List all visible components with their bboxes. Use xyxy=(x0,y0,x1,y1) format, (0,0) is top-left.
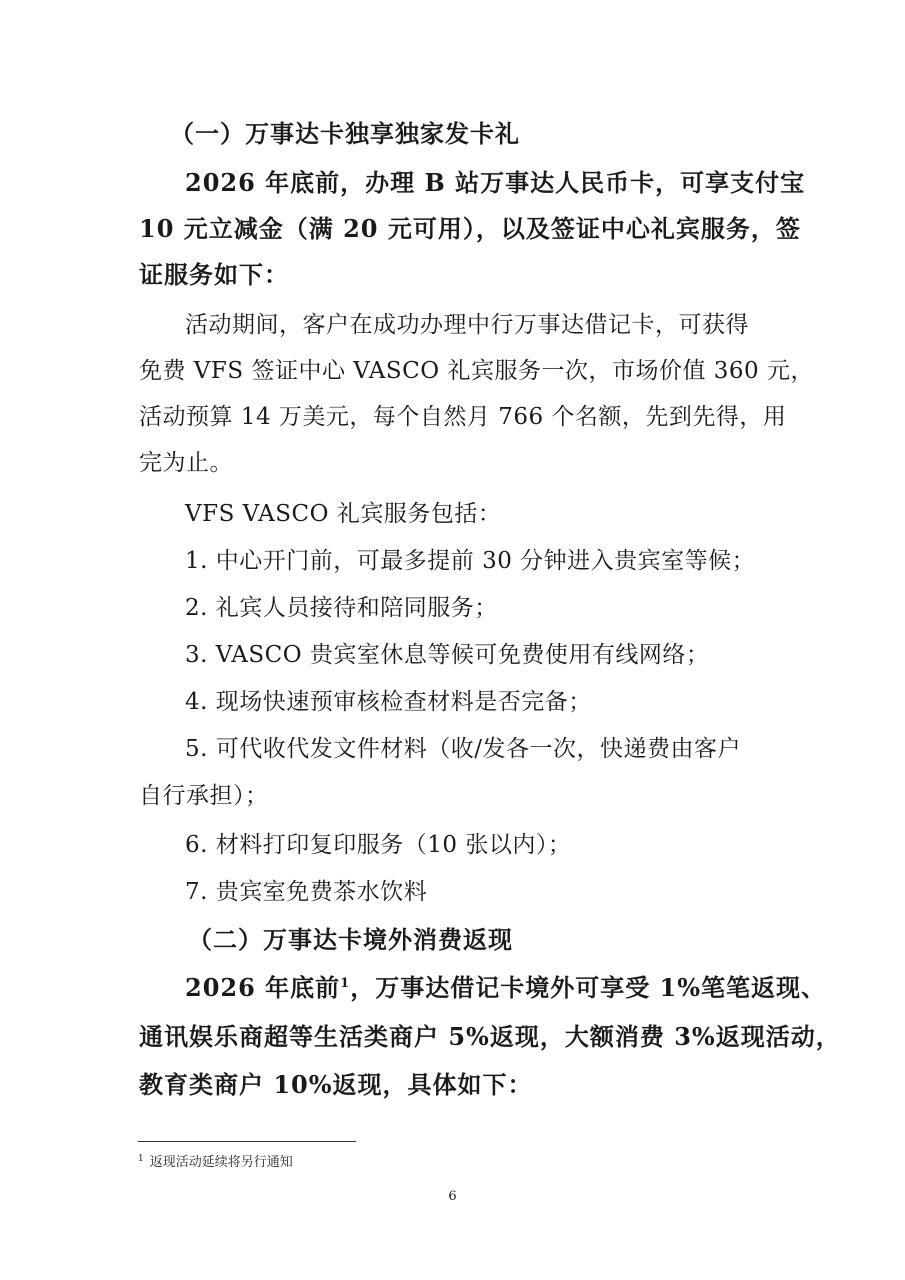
list-item-5: 5. 可代收代发文件材料（收/发各一次，快递费由客户 xyxy=(185,736,742,762)
list-item-5-continued: 自行承担）； xyxy=(139,783,269,809)
footnote-divider xyxy=(138,1141,356,1142)
section2-line-1-end: ，万事达借记卡境外可享受 1%笔笔返现、 xyxy=(350,973,827,1002)
section1-desc-line-2: 免费 VFS 签证中心 VASCO 礼宾服务一次，市场价值 360 元， xyxy=(139,358,814,384)
footnote-reference: 1 xyxy=(340,976,351,991)
section2-line-2: 通讯娱乐商超等生活类商户 5%返现，大额消费 3%返现活动， xyxy=(139,1022,841,1051)
section1-intro-line-3: 证服务如下： xyxy=(139,260,289,289)
list-item-1: 1. 中心开门前，可最多提前 30 分钟进入贵宾室等候； xyxy=(185,548,756,574)
page-number: 6 xyxy=(448,1189,457,1204)
footnote-mark: 1 xyxy=(138,1153,144,1164)
section2-line-3: 教育类商户 10%返现，具体如下： xyxy=(139,1070,533,1099)
list-item-3: 3. VASCO 贵宾室休息等候可免费使用有线网络； xyxy=(185,642,710,668)
list-item-4: 4. 现场快速预审核检查材料是否完备； xyxy=(185,689,592,715)
section1-desc-line-1: 活动期间，客户在成功办理中行万事达借记卡，可获得 xyxy=(185,312,749,338)
section2-line-1-start: 2026 年底前 xyxy=(185,973,341,1002)
list-item-7: 7. 贵宾室免费茶水饮料 xyxy=(185,879,428,905)
section1-desc-line-3: 活动预算 14 万美元，每个自然月 766 个名额，先到先得，用 xyxy=(139,404,787,430)
section1-heading: （一）万事达卡独享独家发卡礼 xyxy=(170,119,520,148)
section1-desc-line-4: 完为止。 xyxy=(139,450,233,476)
list-intro: VFS VASCO 礼宾服务包括： xyxy=(185,501,502,527)
footnote-text: 返现活动延续将另行通知 xyxy=(149,1155,293,1170)
section2-heading: （二）万事达卡境外消费返现 xyxy=(188,925,513,954)
list-item-6: 6. 材料打印复印服务（10 张以内）； xyxy=(185,832,572,858)
footnote xyxy=(138,1154,293,1172)
section1-intro-line-1: 2026 年底前，办理 B 站万事达人民币卡，可享支付宝 xyxy=(185,168,806,197)
section1-intro-line-2: 10 元立减金（满 20 元可用），以及签证中心礼宾服务，签 xyxy=(139,214,801,243)
section2-line-1 xyxy=(185,972,826,1004)
list-item-2: 2. 礼宾人员接待和陪同服务； xyxy=(185,595,498,621)
